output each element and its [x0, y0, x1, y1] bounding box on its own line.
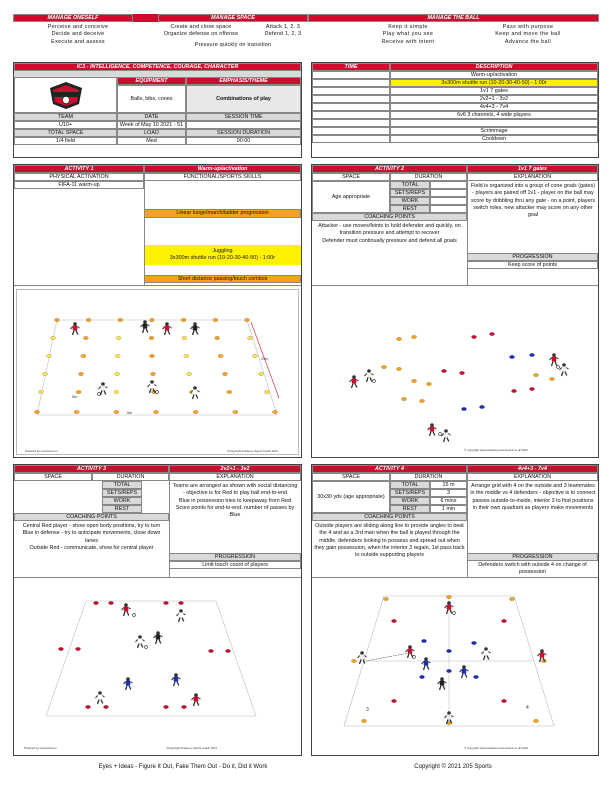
cone	[441, 369, 446, 372]
explanation-label: EXPLANATION	[467, 473, 598, 481]
cone	[34, 410, 39, 413]
player-figure	[550, 353, 559, 366]
coaching-point: Blue in defense - try to anticipate movements, close down lanes	[22, 530, 161, 544]
total-value: 15 m	[430, 481, 467, 489]
player-figure	[428, 423, 437, 436]
cone	[244, 318, 249, 321]
cone	[163, 705, 168, 708]
explanation-line: Blue in possession tries to keepaway from Red	[178, 497, 292, 504]
act1-subtitle: Warm-up/activation	[144, 165, 301, 173]
schedule-time	[312, 103, 390, 111]
schedule-description: Scrimmage	[390, 127, 598, 135]
cone	[501, 619, 506, 622]
credit-right: ©Copyright Academy Sports Coach 2021	[227, 449, 279, 453]
divider	[169, 473, 170, 577]
work-label: WORK	[390, 497, 430, 505]
schedule-time	[312, 95, 390, 103]
sets-label: SETS/REPS	[390, 189, 430, 197]
cone	[489, 332, 494, 335]
cone	[178, 601, 183, 604]
emphasis-label: EMPHASIS/THEME	[186, 77, 301, 85]
explanation-label: EXPLANATION	[467, 173, 598, 181]
schedule-description: 1v1 7 gates	[390, 87, 598, 95]
cone	[529, 387, 534, 390]
activity-3	[13, 464, 302, 756]
description-label: DESCRIPTION	[390, 63, 598, 71]
equipment-label: EQUIPMENT	[117, 77, 186, 85]
cone	[233, 410, 238, 413]
ball	[557, 366, 560, 369]
rest-label: REST	[390, 205, 430, 213]
footer-copyright: Copyright © 2021 205 Sports	[414, 764, 492, 770]
space-label: SPACE	[14, 473, 92, 481]
progression-label: PROGRESSION	[169, 553, 301, 561]
work-label: WORK	[102, 497, 142, 505]
manage-ball-title: MANAGE THE BALL	[308, 14, 599, 22]
cone	[149, 336, 154, 339]
cone	[509, 355, 514, 358]
coaching-point: Central Red player - show open body positions, try to turn	[22, 523, 161, 529]
cone	[227, 390, 232, 393]
total-value	[430, 181, 467, 189]
cone	[471, 641, 476, 644]
ball	[439, 433, 442, 436]
act1-item: Short distance passing/touch combos	[144, 275, 301, 283]
credit-right: © Copyright www.academysoccercoach.co.uk 2020	[464, 448, 528, 452]
total-space-value: 1/4 field	[14, 137, 117, 145]
explanation-text	[172, 483, 298, 519]
ball	[156, 391, 159, 394]
cone	[426, 382, 431, 385]
ball-line: Keep and move the ball	[495, 31, 561, 38]
session-duration-label: SESSION DURATION	[186, 129, 301, 137]
manage-ball-right	[468, 24, 588, 46]
explanation-line: Teams are arranged as shown with social distancing - objective is for Red to play ball end-to-end	[172, 483, 298, 497]
cone	[459, 371, 464, 374]
cone	[114, 390, 119, 393]
cone	[383, 597, 388, 600]
cone	[272, 410, 277, 413]
cone	[396, 337, 401, 340]
date-label: DATE	[117, 113, 186, 121]
club-logo	[46, 80, 86, 110]
cone	[81, 354, 86, 357]
explanation-text: Arrange grid with 4 on the outside and 3 teammates in the middle vs 4 defenders - objective is to connect passes outside-to-inside, interior 3 to find positions in their own quadrant as players make movements	[470, 483, 596, 511]
act2-subtitle: 1v1 7 gates	[467, 165, 598, 173]
space-value: 30x30 yds (age appropriate)	[312, 481, 390, 513]
cone	[50, 336, 55, 339]
act1-item: Juggling	[212, 248, 233, 254]
cone	[479, 405, 484, 408]
cone	[401, 397, 406, 400]
cone	[421, 639, 426, 642]
progression-label: PROGRESSION	[467, 253, 598, 261]
divider	[144, 173, 145, 285]
cone	[361, 719, 366, 722]
manage-space-right	[253, 24, 313, 39]
explanation-line: Score points for end-to-end, number of passes by Blue	[175, 504, 295, 519]
activity-4	[311, 464, 599, 756]
cone	[54, 318, 59, 321]
dimension-label: 5m	[72, 395, 78, 399]
divider	[312, 285, 598, 286]
work-value: 6 mins	[430, 497, 467, 505]
divider	[312, 577, 598, 578]
act1-diagram	[16, 289, 299, 455]
cone	[391, 619, 396, 622]
schedule-time	[312, 111, 390, 119]
cone	[471, 335, 476, 338]
cone	[181, 705, 186, 708]
cone	[93, 601, 98, 604]
cone	[247, 336, 252, 339]
cone	[258, 372, 263, 375]
cone	[78, 372, 83, 375]
drill-diagram-2	[314, 289, 596, 455]
sets-label: SETS/REPS	[102, 489, 142, 497]
act2-diagram	[314, 289, 596, 455]
duration-label: DURATION	[92, 473, 169, 481]
dimension-label: 25m	[261, 357, 269, 361]
session-duration-value: 90:00	[186, 137, 301, 145]
manage-oneself-list	[13, 24, 143, 46]
logo-cell	[14, 77, 117, 113]
cone	[181, 318, 186, 321]
coaching-label: COACHING POINTS	[14, 513, 169, 521]
team-value: U10+	[14, 121, 117, 129]
cone	[86, 318, 91, 321]
cone	[396, 367, 401, 370]
schedule-description: 4v4+3 - 7v4	[390, 103, 598, 111]
schedule-time	[312, 119, 390, 127]
work-label: WORK	[390, 197, 430, 205]
space-label: SPACE	[312, 473, 390, 481]
explanation-label: EXPLANATION	[169, 473, 301, 481]
cone	[252, 354, 257, 357]
ball	[413, 656, 416, 659]
schedule-time	[312, 127, 390, 135]
total-space-label: TOTAL SPACE	[14, 129, 117, 137]
schedule-description: 2v2+1 - 3v2	[390, 95, 598, 103]
schedule-time	[312, 71, 390, 79]
dimension-label: 5m	[127, 411, 133, 415]
player-figure	[560, 363, 569, 376]
ball	[145, 646, 148, 649]
cone	[38, 390, 43, 393]
act1-col2: FUNCTIONAL/SPORTS SKILLS	[144, 173, 301, 181]
cone	[411, 379, 416, 382]
schedule-description: Cooldown	[390, 135, 598, 143]
divider	[14, 577, 301, 578]
credit-left: Powered by soccimal.com	[24, 746, 57, 750]
rest-label: REST	[390, 505, 430, 513]
footer	[13, 762, 599, 774]
credit-left: Powered by soccimal.com	[25, 449, 58, 453]
work-value	[430, 197, 467, 205]
ball-line: Advance the ball	[504, 38, 552, 45]
act1-highlight	[144, 245, 301, 265]
cone	[58, 647, 63, 650]
manage-space-bottom: Pressure quickly on transition	[194, 42, 272, 48]
player-figure	[350, 375, 359, 388]
cone	[76, 390, 81, 393]
progression-label: PROGRESSION	[467, 553, 598, 561]
cone	[83, 336, 88, 339]
progression-text: Defenders switch with outside 4 on change of possession	[478, 562, 587, 576]
ball-line: Play what you see	[382, 31, 434, 38]
number-label: 4	[526, 705, 529, 711]
act2-title: ACTIVITY 2	[312, 165, 467, 173]
cone	[549, 377, 554, 380]
total-label: TOTAL	[390, 481, 430, 489]
coaching-point: Attacker - use moves/feints to hold defender and quickly, on transition pressure and attempt to recover	[318, 223, 461, 237]
ball	[453, 612, 456, 615]
cone	[46, 354, 51, 357]
cone	[446, 649, 451, 652]
drill-diagram-3	[16, 581, 299, 753]
time-label: TIME	[312, 63, 390, 71]
ball-line: Pass with purpose	[502, 24, 554, 30]
act1-col1: PHYSICAL ACTIVATION	[14, 173, 144, 181]
act1-title: ACTIVITY 1	[14, 165, 144, 173]
schedule	[311, 62, 599, 158]
divider	[14, 285, 301, 286]
cone	[74, 410, 79, 413]
cone	[115, 354, 120, 357]
explanation-text: Field is organized into a group of cone goals (gates) - players are paired off 1v1 - player on the ball may score by dribbling thru any gate - on a point, players switch roles, new attacker may score on any other goal	[470, 183, 596, 219]
banner-fill	[133, 14, 158, 22]
ball-line: Keep it simple	[388, 24, 428, 30]
space-line: Create and close space	[170, 24, 232, 30]
coaching-text	[16, 523, 167, 552]
coaching-text: Outside players are sliding along line to provide angles to beat the 4 and as a 3rd man when the ball is played through the middle, defenders looking to possess and spread out when they gain possession, when the interior 3 regain, 1st pass back to outside supporting players	[314, 523, 465, 559]
schedule-description: 3x300m shuttle run (10-20-30-40-50) - 1:00r	[390, 79, 598, 87]
schedule-description: 6v6 3 channels, 4 wide players	[390, 111, 598, 119]
space-line: Defend 1, 2, 3	[264, 31, 302, 38]
cone	[411, 335, 416, 338]
cone	[114, 410, 119, 413]
cone	[215, 336, 220, 339]
cone	[218, 354, 223, 357]
act4-title: ACTIVITY 4	[312, 465, 467, 473]
total-label: TOTAL	[390, 181, 430, 189]
act3-subtitle: 2v2+1 - 3v2	[169, 465, 301, 473]
cone	[118, 318, 123, 321]
number-label: 3	[366, 707, 369, 713]
cone	[264, 390, 269, 393]
oneself-line: Decide and deceive	[51, 31, 105, 38]
cone	[533, 719, 538, 722]
field-outline	[46, 601, 256, 716]
duration-label: DURATION	[390, 473, 467, 481]
cone	[208, 649, 213, 652]
cone	[149, 318, 154, 321]
date-value: Week of May 10 2021 - 51	[117, 121, 186, 129]
cone	[75, 647, 80, 650]
divider	[467, 173, 468, 285]
coaching-label: COACHING POINTS	[312, 513, 467, 521]
cone	[381, 365, 386, 368]
player-figure	[365, 369, 374, 382]
manage-oneself-title: MANAGE ONESELF	[13, 14, 133, 22]
act1-item: Linear lunge/march/ladder progression	[144, 209, 301, 218]
cone	[351, 659, 356, 662]
act3-title: ACTIVITY 3	[14, 465, 169, 473]
player-figure	[442, 429, 451, 442]
cone	[509, 597, 514, 600]
cone	[42, 372, 47, 375]
emphasis-value: Combinations of play	[186, 85, 301, 113]
manage-space-left	[146, 24, 256, 39]
coaching-label: COACHING POINTS	[312, 213, 467, 221]
cone	[391, 699, 396, 702]
cone	[222, 372, 227, 375]
sets-value: 3	[430, 489, 467, 497]
cone	[114, 372, 119, 375]
session-info	[13, 62, 302, 158]
activity-2	[311, 164, 599, 458]
cone	[473, 675, 478, 678]
cone	[419, 399, 424, 402]
space-line: Attack 1, 2, 3	[265, 24, 301, 30]
schedule-description	[390, 119, 598, 127]
schedule-time	[312, 135, 390, 143]
oneself-line: Execute and assess	[51, 38, 105, 45]
duration-label: DURATION	[390, 173, 467, 181]
cone	[150, 372, 155, 375]
cone	[108, 601, 113, 604]
schedule-time	[312, 87, 390, 95]
cone	[103, 705, 108, 708]
credit-right: © Copyright www.academysoccercoach.co.uk 2019	[464, 746, 528, 750]
cone	[225, 649, 230, 652]
rest-value	[430, 205, 467, 213]
manage-space-title: MANAGE SPACE	[158, 14, 308, 22]
act1-item: 3x300m shuttle run (10-20-30-40-50) - 1:00r	[169, 255, 276, 262]
ball-line: Receive with intent	[381, 38, 435, 45]
progression-text: Keep score of points	[467, 261, 598, 269]
drill-diagram-4	[314, 581, 596, 753]
drill-diagram-1	[17, 290, 299, 455]
info-title: IC3 - INTELLIGENCE, COMPETENCE, COURAGE, CHARACTER	[14, 63, 301, 71]
cone	[153, 410, 158, 413]
cone	[149, 354, 154, 357]
sets-label: SETS/REPS	[390, 489, 430, 497]
cone	[116, 336, 121, 339]
top-banner	[13, 14, 599, 56]
ball	[133, 614, 136, 617]
cone	[501, 699, 506, 702]
footer-motto: Eyes + Ideas - Figure It Out, Fake Them Out - Do it, Did it Work	[98, 764, 268, 770]
cone	[446, 595, 451, 598]
space-value: Age appropriate	[312, 181, 390, 213]
session-time-value	[186, 121, 301, 129]
coaching-point: Defender must continually pressure and defend all goals	[322, 237, 457, 244]
equipment-value: Balls, bibs, cones	[117, 85, 186, 113]
oneself-line: Perceive and conceive	[47, 24, 109, 30]
cone	[213, 318, 218, 321]
cone	[511, 389, 516, 392]
activity-1	[13, 164, 302, 458]
load-label: LOAD	[117, 129, 186, 137]
ball	[373, 380, 376, 383]
coaching-text	[314, 223, 465, 245]
load-value: Med	[117, 137, 186, 145]
space-line: Organize defense on offense	[163, 31, 239, 38]
session-time-label: SESSION TIME	[186, 113, 301, 121]
cone	[193, 410, 198, 413]
cone	[461, 407, 466, 410]
ball	[98, 393, 101, 396]
credit-right: ©Copyright Academy Sports Coach 2021	[166, 746, 218, 750]
schedule-description: Warm-up/activation	[390, 71, 598, 79]
space-label: SPACE	[312, 173, 390, 181]
manage-ball-left	[353, 24, 463, 46]
cone	[419, 675, 424, 678]
cone	[182, 336, 187, 339]
rest-value: 1 min	[430, 505, 467, 513]
divider	[467, 473, 468, 577]
act3-diagram	[16, 581, 299, 753]
schedule-time	[312, 79, 390, 87]
progression-text: Limit touch count of players	[169, 561, 301, 569]
cone	[184, 354, 189, 357]
coaching-point: Outside Red - communicate, show for central player	[29, 544, 154, 551]
act4-subtitle: 4v4+3 - 7v4	[467, 465, 598, 473]
cone	[186, 372, 191, 375]
cone	[529, 353, 534, 356]
rest-label: REST	[102, 505, 142, 513]
cone	[163, 601, 168, 604]
act4-diagram	[314, 581, 596, 753]
act1-item: FIFA-11 warm-up	[14, 181, 144, 189]
total-label: TOTAL	[102, 481, 142, 489]
sets-value	[430, 189, 467, 197]
cone	[85, 705, 90, 708]
cone	[533, 373, 538, 376]
cone	[446, 669, 451, 672]
team-label: TEAM	[14, 113, 117, 121]
